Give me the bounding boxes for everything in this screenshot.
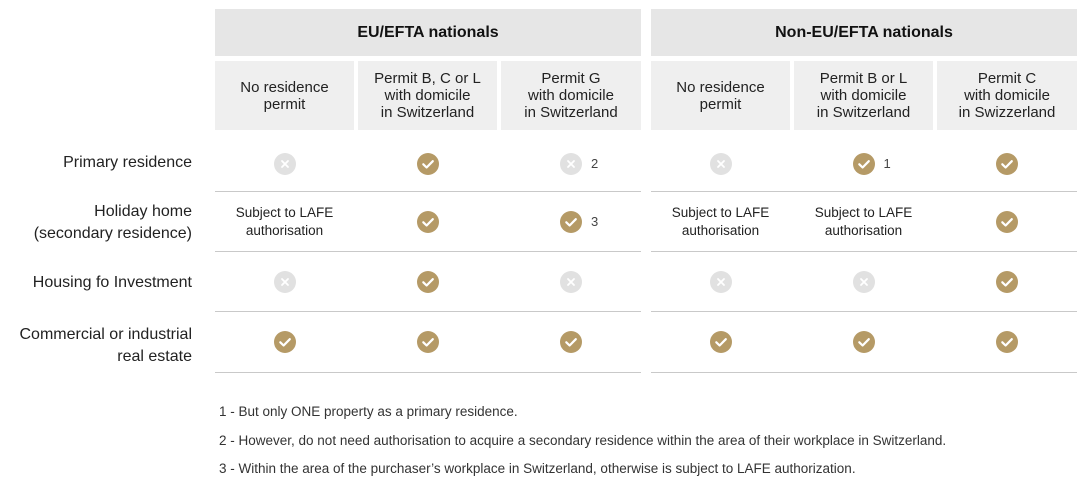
footnote-marker: 2 <box>591 155 599 171</box>
cross-icon <box>710 271 732 293</box>
column-header-eu-no-residence: No residence permit <box>215 61 354 130</box>
row-divider <box>651 372 1077 373</box>
cell-text: Subject to LAFE authorisation <box>671 204 770 238</box>
footnote-marker: 3 <box>591 213 599 229</box>
table-cell <box>651 192 790 251</box>
group-header-eu-efta: EU/EFTA nationals <box>215 9 641 56</box>
table-cell <box>215 136 354 191</box>
check-icon <box>853 331 875 353</box>
table-cell <box>651 312 790 372</box>
check-icon <box>996 211 1018 233</box>
cross-icon <box>274 271 296 293</box>
check-icon <box>853 153 875 175</box>
check-icon <box>417 331 439 353</box>
table-cell <box>937 312 1077 372</box>
cross-icon <box>274 153 296 175</box>
check-icon <box>996 271 1018 293</box>
cell-text: Subject to LAFE authorisation <box>235 204 334 238</box>
table-cell <box>651 252 790 311</box>
table-cell <box>794 252 933 311</box>
row-label-holiday-home: Holiday home (secondary residence) <box>33 203 192 242</box>
table-cell <box>215 192 354 251</box>
check-icon <box>560 331 582 353</box>
check-icon <box>274 331 296 353</box>
row-label-commercial-real-estate: Commercial or industrial real estate <box>19 326 192 365</box>
footnote-1: 1 - But only ONE property as a primary residence. <box>219 404 518 419</box>
row-label-housing-investment: Housing fo Investment <box>32 274 192 291</box>
table-cell <box>794 312 933 372</box>
table-cell <box>501 192 641 251</box>
check-icon <box>996 331 1018 353</box>
table-cell <box>501 136 641 191</box>
cross-icon <box>560 153 582 175</box>
group-header-non-eu-efta: Non-EU/EFTA nationals <box>651 9 1077 56</box>
table-cell <box>501 312 641 372</box>
table-cell <box>937 252 1077 311</box>
column-header-noneu-permit-bl: Permit B or L with domicile in Switzerland <box>794 61 933 130</box>
cross-icon <box>710 153 732 175</box>
column-header-eu-permit-g: Permit G with domicile in Switzerland <box>501 61 641 130</box>
check-icon <box>417 153 439 175</box>
footnote-marker: 1 <box>883 155 891 171</box>
table-cell <box>651 136 790 191</box>
table-cell <box>358 192 497 251</box>
footnote-2: 2 - However, do not need authorisation to acquire a secondary residence within the area of their workplace in Switzerland. <box>219 433 947 448</box>
table-cell <box>358 252 497 311</box>
table-cell <box>937 136 1077 191</box>
check-icon <box>560 211 582 233</box>
check-icon <box>417 271 439 293</box>
check-icon <box>417 211 439 233</box>
table-cell <box>358 312 497 372</box>
footnote-3: 3 - Within the area of the purchaser’s workplace in Switzerland, otherwise is subject to LAFE authorization. <box>219 461 856 476</box>
table-cell <box>794 136 933 191</box>
table-cell <box>215 312 354 372</box>
table-cell <box>215 252 354 311</box>
cross-icon <box>853 271 875 293</box>
check-icon <box>996 153 1018 175</box>
check-icon <box>710 331 732 353</box>
column-header-noneu-permit-c: Permit C with domicile in Swizzerland <box>937 61 1077 130</box>
cell-text: Subject to LAFE authorisation <box>814 204 913 238</box>
table-cell <box>358 136 497 191</box>
column-header-eu-permit-bcl: Permit B, C or L with domicile in Switzerland <box>358 61 497 130</box>
table-cell <box>501 252 641 311</box>
column-header-noneu-no-residence: No residence permit <box>651 61 790 130</box>
cross-icon <box>560 271 582 293</box>
row-divider <box>215 372 641 373</box>
table-cell <box>937 192 1077 251</box>
table-cell <box>794 192 933 251</box>
row-label-primary-residence: Primary residence <box>63 154 192 171</box>
